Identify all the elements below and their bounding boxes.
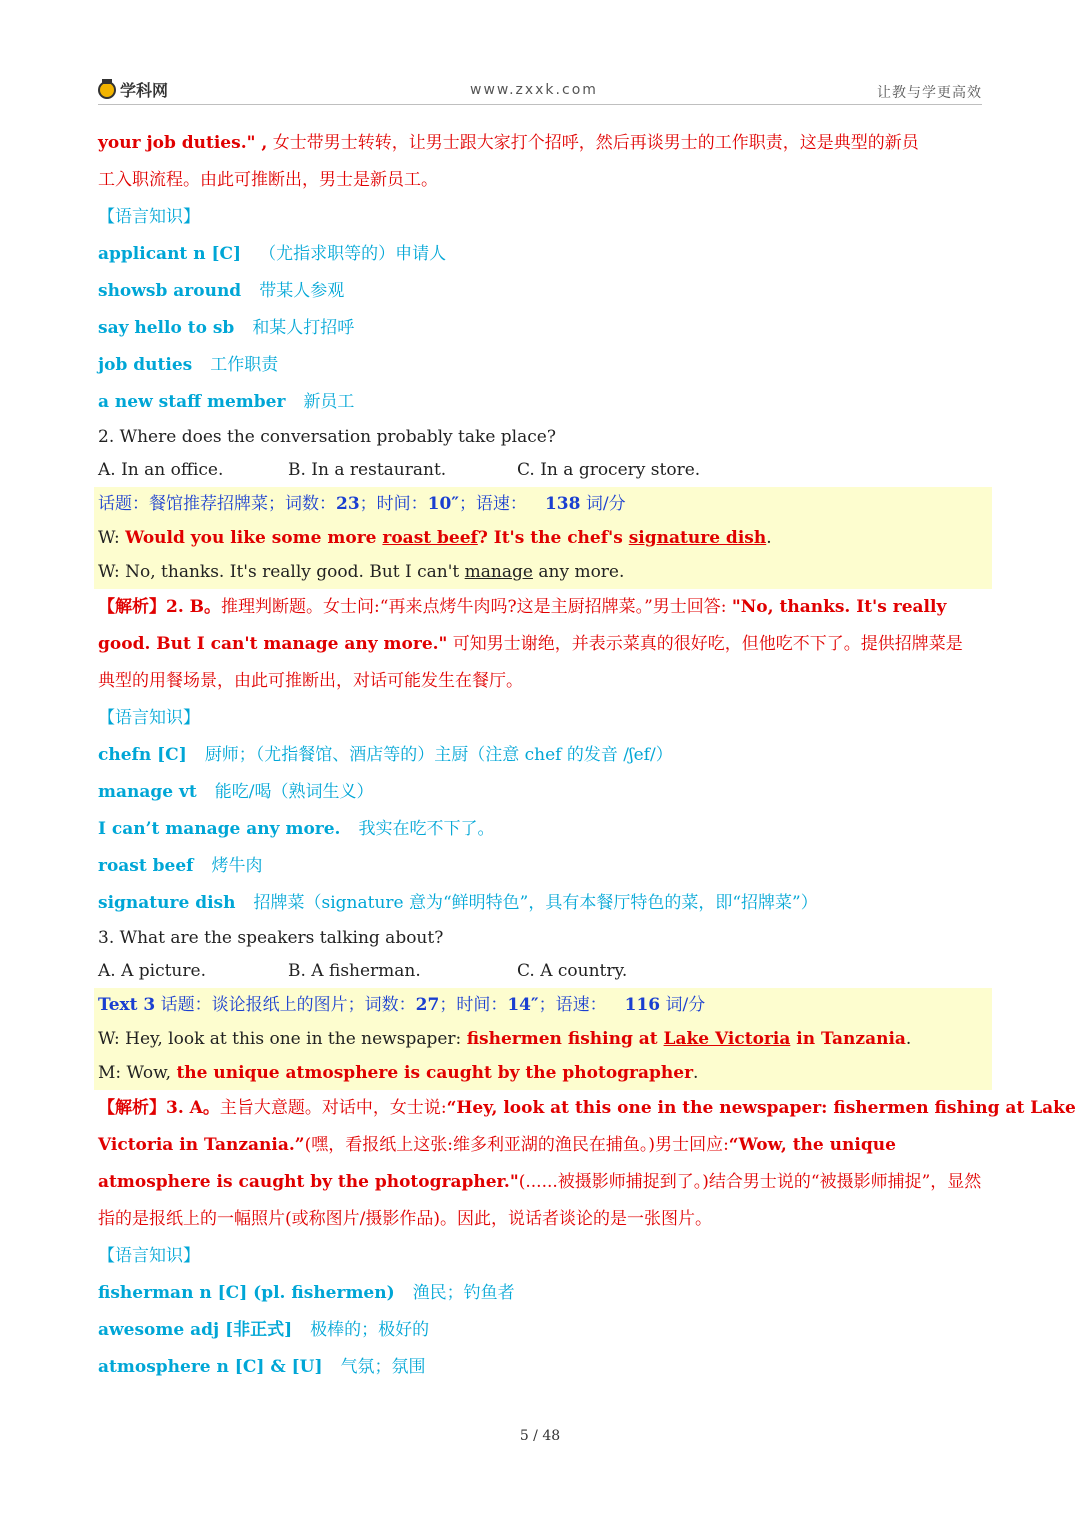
vocab-item: say hello to sb 和某人打招呼 (98, 318, 355, 338)
analysis-3-line-2: Victoria in Tanzania.”(嘿，看报纸上这张:维多利亚湖的渔民在捕鱼。)男士回应:“Wow, the unique (98, 1135, 896, 1155)
vocab-item: awesome adj [非正式] 极棒的；极好的 (98, 1320, 430, 1340)
transcript-3-topic: Text 3 话题：谈论报纸上的图片；词数：27；时间：14″；语速： 116 词/分 (98, 995, 706, 1015)
knowledge-heading: 【语言知识】 (98, 708, 200, 728)
page-header (98, 76, 982, 105)
transcript-3-box (94, 988, 992, 1090)
page-number: 5 / 48 (519, 1428, 561, 1444)
vocab-item: chefn [C] 厨师；（尤指餐馆、酒店等的）主厨（注意 chef 的发音 /ʃef/） (98, 745, 673, 765)
question-3: 3. What are the speakers talking about? (98, 928, 444, 948)
header-slogan: 让教与学更高效 (877, 85, 982, 101)
question-2-options (98, 454, 984, 487)
document-body (98, 125, 1076, 1386)
analysis-3-line-4: 指的是报纸上的一幅照片(或称图片/摄影作品)。因此，说话者谈论的是一张图片。 (98, 1209, 712, 1229)
logo-text: 学科网 (120, 81, 169, 100)
site-url: www.zxxk.com (470, 82, 598, 98)
option-c: C. In a grocery store. (517, 460, 701, 480)
option-a: A. A picture. (98, 961, 206, 981)
option-c: C. A country. (517, 961, 628, 981)
knowledge-heading: 【语言知识】 (98, 207, 200, 227)
question-2: 2. Where does the conversation probably take place? (98, 427, 556, 447)
vocab-item: showsb around 带某人参观 (98, 281, 345, 301)
vocab-item: signature dish 招牌菜（signature 意为“鲜明特色”，具有本餐厅特色的菜，即“招牌菜”） (98, 893, 818, 913)
vocab-item: roast beef 烤牛肉 (98, 856, 263, 876)
option-b: B. In a restaurant. (288, 460, 447, 480)
transcript-2-topic: 话题：餐馆推荐招牌菜；词数：23；时间：10″；语速： 138 词/分 (98, 494, 626, 514)
vocab-item: fisherman n [C] (pl. fishermen) 渔民；钓鱼者 (98, 1283, 515, 1303)
analysis-2-line-1: 【解析】2. B。推理判断题。女士问:“再来点烤牛肉吗?这是主厨招牌菜。”男士回答: "No, thanks. It's really (98, 597, 947, 617)
transcript-3-line-1: W: Hey, look at this one in the newspaper: fishermen fishing at Lake Victoria in Tanzania. (98, 1029, 912, 1049)
vocab-item: job duties 工作职责 (98, 355, 279, 375)
vocab-item: I can’t manage any more. 我实在吃不下了。 (98, 819, 495, 839)
option-a: A. In an office. (98, 460, 224, 480)
transcript-2-line-1: W: Would you like some more roast beef? It's the chef's signature dish. (98, 528, 772, 548)
vocab-item: manage vt 能吃/喝（熟词生义） (98, 782, 374, 802)
vocab-item: applicant n [C] （尤指求职等的）申请人 (98, 244, 447, 264)
analysis-3-line-3: atmosphere is caught by the photographer."(......被摄影师捕捉到了。)结合男士说的“被摄影师捕捉”，显然 (98, 1172, 982, 1192)
site-logo (98, 78, 168, 101)
transcript-2-box (94, 487, 992, 589)
question-3-options (98, 955, 984, 988)
option-b: B. A fisherman. (288, 961, 421, 981)
analysis-1-line-1: your job duties." , 女士带男士转转，让男士跟大家打个招呼，然后再谈男士的工作职责，这是典型的新员 (98, 133, 919, 153)
analysis-2-line-2: good. But I can't manage any more." 可知男士谢绝，并表示菜真的很好吃，但他吃不下了。提供招牌菜是 (98, 634, 963, 654)
transcript-3-line-2: M: Wow, the unique atmosphere is caught by the photographer. (98, 1063, 699, 1083)
transcript-2-line-2: W: No, thanks. It's really good. But I can't manage any more. (98, 562, 625, 582)
analysis-3-line-1: 【解析】3. A。主旨大意题。对话中，女士说:“Hey, look at this one in the newspaper: fishermen fishing at Lake (98, 1098, 1076, 1118)
knowledge-heading: 【语言知识】 (98, 1246, 200, 1266)
vocab-item: a new staff member 新员工 (98, 392, 355, 412)
logo-icon (98, 81, 116, 99)
analysis-1-line-2: 工入职流程。由此可推断出，男士是新员工。 (98, 170, 438, 190)
vocab-item: atmosphere n [C] & [U] 气氛；氛围 (98, 1357, 426, 1377)
analysis-2-line-3: 典型的用餐场景，由此可推断出，对话可能发生在餐厅。 (98, 671, 523, 691)
